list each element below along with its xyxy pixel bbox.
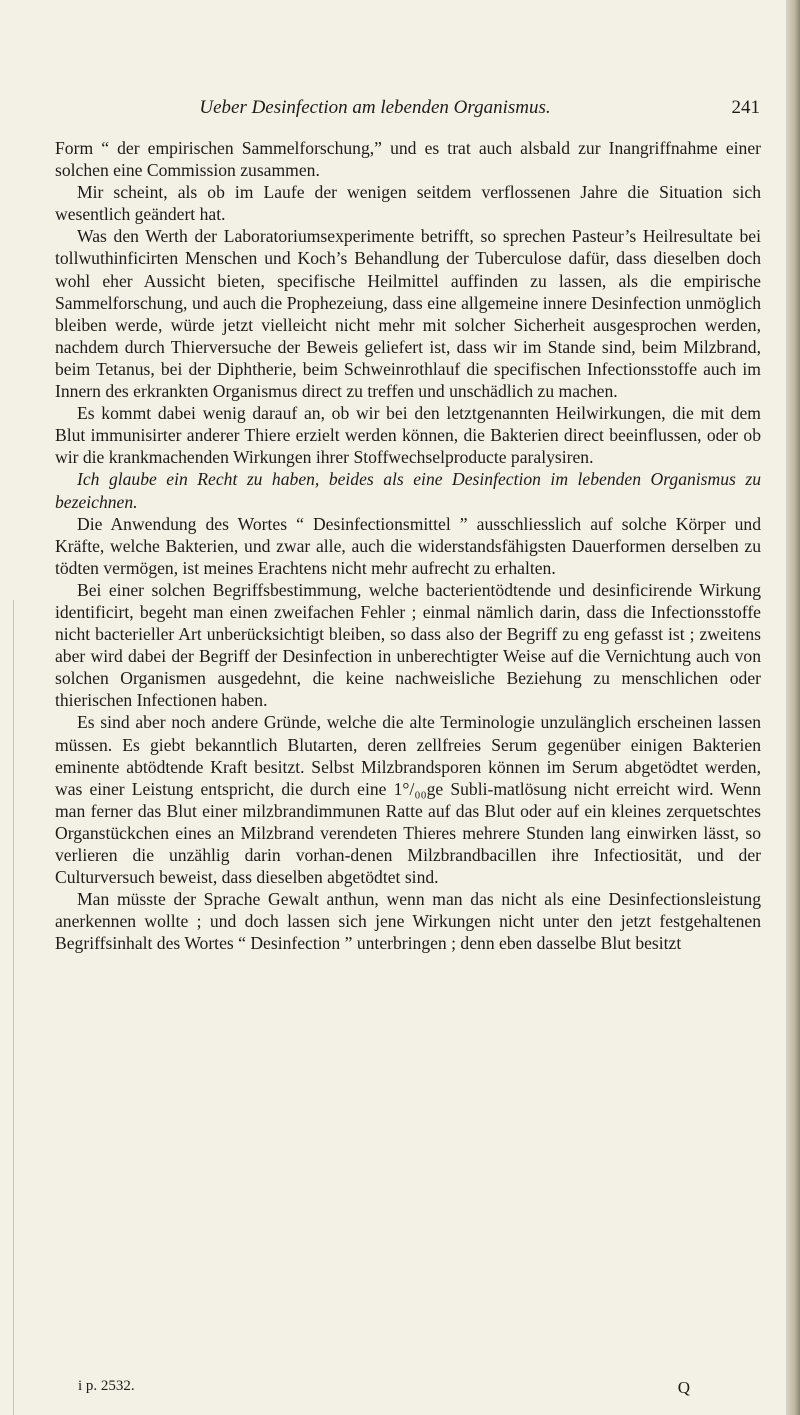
page-header bbox=[60, 97, 760, 121]
paragraph: Was den Werth der Laboratoriumsexperimente betrifft, so sprechen Pasteur’s Heilresultate bei tollwuthinficirten Menschen und Koch’s Behandlung der Tuberculose dafür, dass dieselben doch wohl eher Aussicht bieten, specifische Heilmittel auffinden zu lassen, als die empirische Sammelforschung, und auch die Prophezeiung, dass eine allgemeine innere Desinfection unmöglich bleiben werde, würde jetzt vielleicht nicht mehr mit solcher Sicherheit ausgesprochen werden, nachdem durch Thierversuche der Beweis geliefert ist, dass wir im Stande sind, beim Milzbrand, beim Tetanus, bei der Diphtherie, beim Schweinrothlauf die specifischen Infectionsstoffe auch im Innern des erkrankten Organismus direct zu treffen und unschädlich zu machen. bbox=[55, 226, 761, 402]
paragraph: Man müsste der Sprache Gewalt anthun, wenn man das nicht als eine Desinfectionsleistung anerkennen wollte ; und doch lassen sich jene Wirkungen nicht unter den jetzt festgehaltenen Begriffsinhalt des Wortes “ Desinfection ” unterbringen ; denn eben dasselbe Blut besitzt bbox=[55, 889, 761, 954]
paragraph: Mir scheint, als ob im Laufe der wenigen seitdem verflossenen Jahre die Situation sich wesentlich geändert hat. bbox=[55, 182, 761, 225]
page-footer bbox=[78, 1378, 690, 1400]
paragraph: Es sind aber noch andere Gründe, welche die alte Terminologie unzulänglich erscheinen lassen müssen. Es giebt bekanntlich Blutarten, deren zellfreies Serum gegenüber einigen Bakterien eminente abtödtende Kraft besitzt. Selbst Milzbrandsporen können im Serum abgetödtet werden, was einer Leistung entspricht, die durch eine 1°/₀₀ge Subli-matlösung nicht erreicht wird. Wenn man ferner das Blut einer milzbrandimmunen Ratte auf das Blut oder auf ein kleines zerquetschtes Organstückchen eines an Milzbrand verendeten Thieres mehrere Stunden lang einwirken lässt, so verlieren die unzählig darin vorhan-denen Milzbrandbacillen ihre Infectiosität, und der Culturversuch beweist, dass dieselben abgetödtet sind. bbox=[55, 712, 761, 888]
running-title: Ueber Desinfection am lebenden Organismus. bbox=[199, 97, 551, 118]
page-number: 241 bbox=[731, 97, 760, 118]
paragraph: Form “ der empirischen Sammelforschung,” und es trat auch alsbald zur Inangriffnahme einer solchen eine Commission zusammen. bbox=[55, 138, 761, 181]
paragraph-italic: Ich glaube ein Recht zu haben, beides als eine Desinfection im lebenden Organismus zu bezeichnen. bbox=[55, 469, 761, 512]
gathering-mark: Q bbox=[677, 1378, 690, 1397]
page-crease bbox=[13, 600, 14, 1415]
printer-signature: i p. 2532. bbox=[78, 1378, 135, 1394]
page-binding-edge bbox=[786, 0, 800, 1415]
paragraph: Die Anwendung des Wortes “ Desinfectionsmittel ” ausschliesslich auf solche Körper und Kräfte, welche Bakterien, und zwar alle, auch die widerstandsfähigsten Dauerformen derselben zu tödten vermögen, ist meines Erachtens nicht mehr aufrecht zu erhalten. bbox=[55, 513, 761, 578]
paragraph: Bei einer solchen Begriffsbestimmung, welche bacterientödtende und desinficirende Wirkung identificirt, begeht man einen zweifachen Fehler ; einmal nämlich darin, dass die Infectionsstoffe nicht bacterieller Art unberücksichtigt bleiben, so dass also der Begriff zu eng gefasst ist ; zweitens aber wird dabei der Begriff der Desinfection in unberechtigter Weise auf die Vernichtung auch von solchen Organismen ausgedehnt, die keine nachweisliche Beziehung zu menschlichen oder thierischen Infectionen haben. bbox=[55, 579, 761, 711]
body-text bbox=[55, 137, 761, 954]
paragraph: Es kommt dabei wenig darauf an, ob wir bei den letztgenannten Heilwirkungen, die mit dem Blut immunisirter anderer Thiere erzielt werden können, die Bakterien direct beeinflussen, oder ob wir die krankmachenden Wirkungen ihrer Stoffwechselproducte paralysiren. bbox=[55, 403, 761, 468]
